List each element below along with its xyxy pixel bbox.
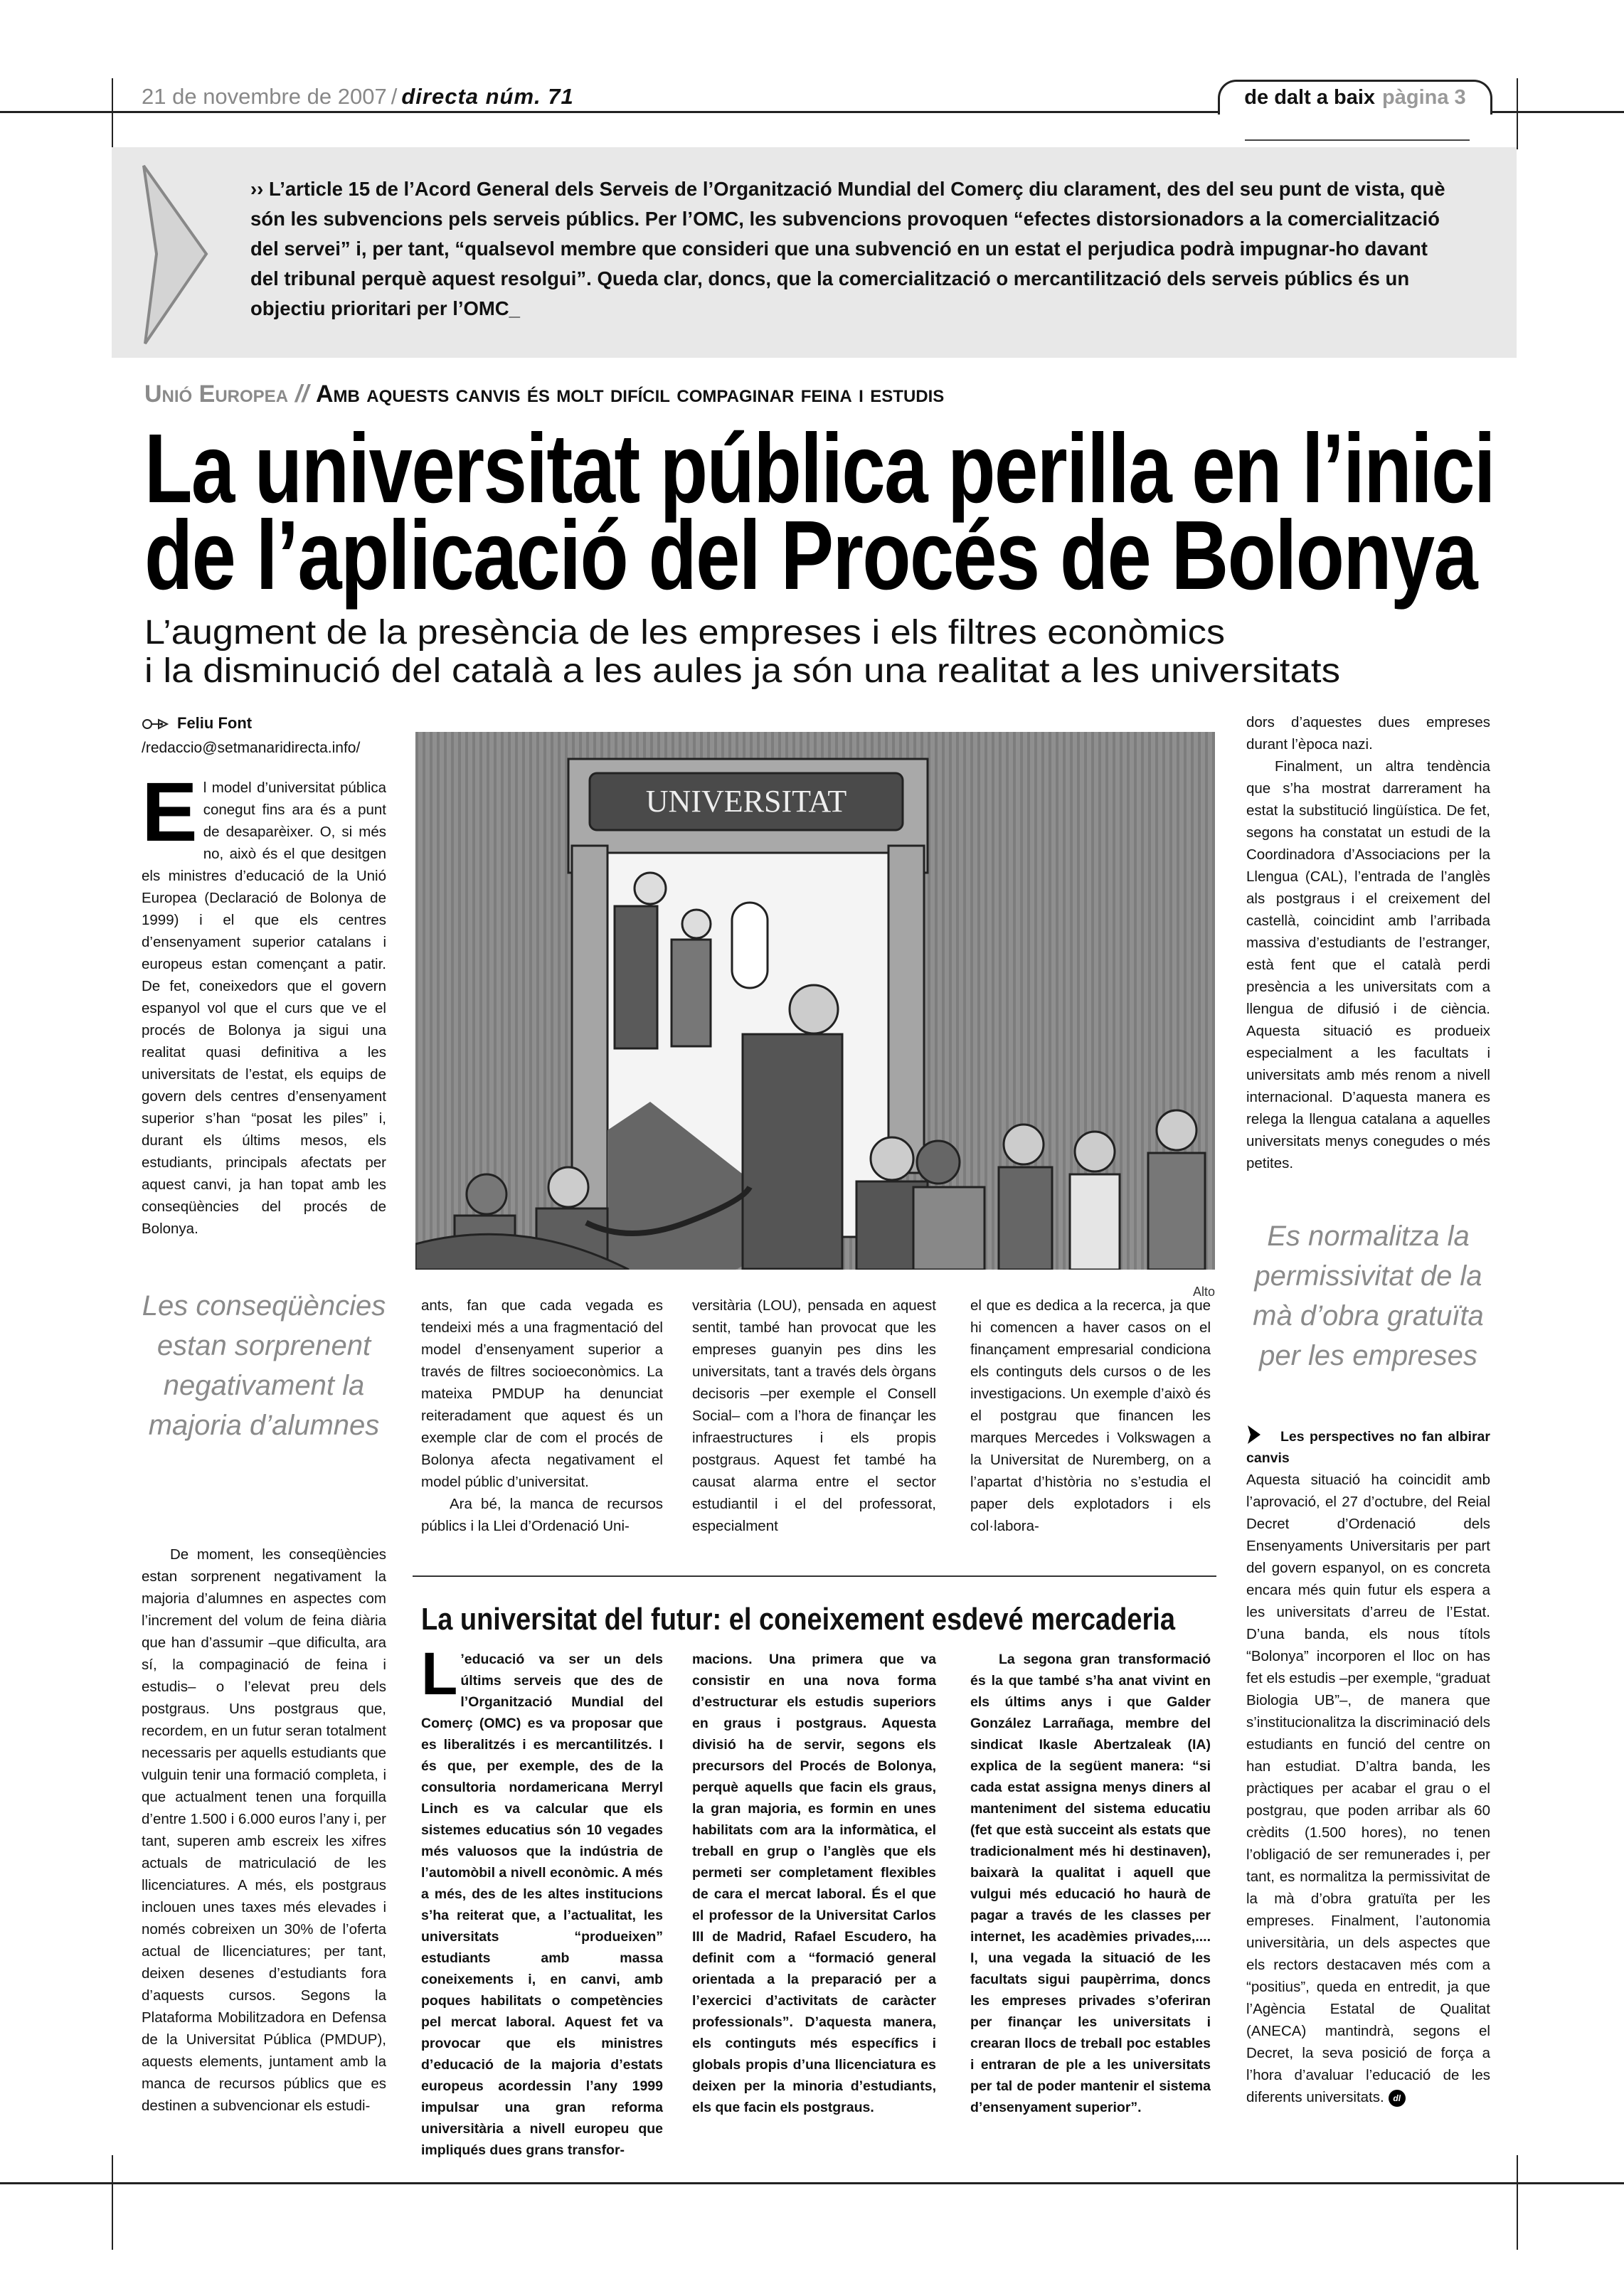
paragraph-resources: Ara bé, la manca de recursos públics i la Llei d’Ordenació Uni- [421, 1496, 663, 1534]
kicker-separator: // [295, 381, 309, 408]
page-header [142, 84, 574, 110]
subhead-text: Les perspectives no fan albirar canvis [1246, 1429, 1490, 1466]
paragraph-language: Finalment, un altra tendència que s’ha mostrat darrerament ha estat la substitució lingüística. De fet, segons ha constatat un estudi de la Coordinadora d’Associacions per la Llengua (CAL), l’entrada de l’anglès als postgraus i el creixement del castellà, coincidint amb l’arribada massiva d’estudiants de l’estranger, està fent que el català perdi presència a les universitats com a llengua de difusió i de ciència. Aquesta situació es produeix especialment a les facultats i universitats amb més renom a nivell internacional. D’aquesta manera es relega la llengua catalana a aquelles universitats menys conegudes o més petites. [1246, 758, 1490, 1171]
paragraph-nazi: dors d’aquestes dues empreses durant l’època nazi. [1246, 714, 1490, 753]
kicker-section: Unió Europea [144, 381, 289, 408]
frame-line-left-top [112, 78, 113, 149]
footer-rule [0, 2182, 1624, 2184]
ticket-window [732, 903, 768, 988]
kicker-text: Amb aquests canvis és molt difícil compaginar feina i estudis [315, 381, 945, 408]
body-column-left-bottom [142, 1543, 386, 2117]
author-name: Feliu Font [177, 714, 253, 732]
paragraph-consequences: De moment, les conseqüències estan sorprenent negativament la majoria d’alumnes en aspectes com l’increment del volum de feina diària que han d’assumir –que dificulta, ara sí, la compaginació de feina i estudis– o l’elevat preu dels postgraus. Uns postgraus que, recordem, en un futur seran totalment necessaris per aquells estudiants que vulguin tenir una formació completa, i que actualment tenen una forquilla d’entre 1.500 i 6.000 euros l’any i, per tant, superen amb escreix les xifres actuals de matriculació de les llicenciatures. A més, els postgraus inclouen unes taxes més elevades i només cobreixen un 30% de l’oferta actual de llicenciatures; per tant, deixen desenes d’estudiants fora d’aquests cursos. Segons la Plataforma Mobilitzadora en Defensa de la Universitat Pública (PMDUP), aquests elements, juntament amb la manca de recursos públics que es destinen a subvencionar els estudi- [142, 1546, 386, 2114]
end-mark-logo: dl [1389, 2090, 1406, 2107]
paragraph-decree [1246, 1469, 1490, 2108]
highlight-quote: ›› L’article 15 de l’Acord General dels Serveis de l’Organització Mundial del Comerç diu clarament, des del seu punt de vista, què són les subvencions pels serveis públics. Per l’OMC, les subvencions provoquen “efectes distorsionadors a la comercialització del servei” i, per tant, “qualsevol membre que consideri que una subvenció en un estat el perjudica podrà impugnar-ho davant del tribunal perquè aquest resolgui”. Queda clar, doncs, que la comercialització o mercantilització dels serveis públics és un objectiu prioritari per l’OMC_ [250, 178, 1445, 319]
author-email[interactable]: /redaccio@setmanaridirecta.info/ [142, 740, 361, 756]
body-column-right-bottom [1246, 1425, 1490, 2108]
sidebar-title: La universitat del futur: el coneixement esdevé mercaderia [421, 1602, 1175, 1637]
header-separator: / [391, 84, 398, 109]
paragraph-fragmentation: ants, fan que cada vegada es tendeixi més a una fragmentació del model d’ensenyament superior a través de filtres socioeconòmics. La mateixa PMDUP ha denunciat reiteradament que aquest és un exemple clar de com el procés de Bolonya afecta negativament el model públic d’universitat. [421, 1297, 663, 1490]
sidebar-rule [413, 1575, 1216, 1577]
section-name: de dalt a baix [1244, 86, 1376, 109]
body-column-right-top [1246, 711, 1490, 1174]
sidebar-paragraph-1: ’educació va ser un dels últims serveis que des de l’Organització Mundial del Comerç (OMC) es va proposar que es liberalitzés i es mercantilitzés. I és que, per exemple, des de la consultoria nordamericana Merryl Linch es va calcular que els sistemes educatius són 10 vegades més valuosos que la indústria de l’automòbil a nivell econòmic. A més a més, des de les altes institucions s’ha reiterat que, a l’actualitat, les universitats “produeixen” estudiants amb massa coneixements i, en canvi, amb poques habilitats o competències pel mercat laboral. Aquest fet va provocar que els ministres d’educació de la majoria d’estats europeus acordessin l’any 1999 impulsar una gran reforma universitària a nivell europeu que impliqués dues grans transfor- [421, 1652, 663, 2158]
sidebar-drop-cap: L [421, 1640, 458, 1707]
sidebar-column-2 [692, 1649, 936, 2118]
triangle-bullet-icon [1246, 1425, 1262, 1444]
frame-line-left-bottom [112, 2155, 113, 2250]
subhead [1246, 1425, 1490, 1469]
right-column-pillar [888, 846, 924, 1173]
paragraph-research: el que es dedica a la recerca, ja que hi comencen a haver casos on el finançament empresarial condiciona els continguts dels cursos o de les investigacions. Un exemple d’això és el postgrau que financen les marques Mercedes i Volkswagen a la Universitat de Nuremberg, on a l’apartat d’història no s’estudia el paper dels explotadors i els col·labora- [970, 1297, 1211, 1534]
issue-number: directa núm. 71 [401, 84, 574, 109]
frame-line-right-bottom [1517, 2155, 1518, 2250]
pull-quote-left: Les conseqüències estan sorprenent negativament la majoria d’alumnes [142, 1290, 386, 1441]
sign-text: UNIVERSITAT [645, 784, 847, 819]
pen-pointer-icon [142, 718, 170, 730]
paragraph-decree-text: Aquesta situació ha coincidit amb l’aprovació, el 27 d’octubre, del Reial Decret d’Ordenació dels Ensenyaments Universitaris per part del govern espanyol, on es concreta encara més quin futur els espera a les universitats d’arreu de l’Estat. D’una banda, els nous títols “Bolonya” incorporen el lloc on has fet els estudis –per exemple, “graduat Biologia UB”–, de manera que s’institucionalitza la discriminació dels estudiants en funció del centre on han estudiat. D’altra banda, les pràctiques per acabar el grau o el postgrau, que poden arribar als 60 crèdits (1.500 hores), no tenen l’obligació de ser remunerades i, per tant, es normalitza la permissivitat de la mà d’obra gratuïta per les empreses. Finalment, l’autonomia universitària, un dels aspectes que els rectors destacaven més com a “positius”, queda en entredit, ja que l’Agència Estatal de Qualitat (ANECA) mantindrà, segons el Decret, la seva posició de força a l’hora d’avaluar l’educació de les diferents universitats. [1246, 1472, 1490, 2105]
drop-cap: E [142, 765, 198, 859]
pull-quote-right: Es normalitza la permissivitat de la mà d’obra gratuïta per les empreses [1253, 1221, 1484, 1371]
subtitle-line-1: L’augment de la presència de les empreses i els filtres econòmics [144, 614, 1225, 652]
illustration-credit: Alto [1192, 1285, 1215, 1299]
headline-line-2-box [144, 501, 1477, 610]
headline-line-2: de l’aplicació del Procés de Bolonya [144, 501, 1477, 610]
subtitle-line-2: i la disminució del català a les aules ja són una realitat a les universitats [144, 652, 1340, 690]
subtitle-line-2-box [144, 652, 1340, 691]
sidebar-title-box [421, 1602, 1175, 1637]
sidebar-paragraph-3: La segona gran transformació és la que també s’ha anat vivint en els últims anys i que Galder González Larrañaga, membre del sindicat Ikasle Abertzaleak (IA) explica de la següent manera: “si cada estat assigna menys diners al manteniment del sistema educatiu (fet que està succeint als estats que tradicionalment més hi destinaven), baixarà la qualitat i aquell que vulgui més educació ho haurà de pagar a través de les classes per internet, les acadèmies privades,.... I, una vegada la situació de les facultats sigui paupèrrima, doncs les empreses privades s’oferiran per finançar les universitats i crearan llocs de treball poc estables i entraran de ple a les universitats per tal de poder mantenir el sistema d’ensenyament superior”. [970, 1652, 1211, 2115]
paragraph-intro: l model d’universitat pública conegut fins ara és a punt de desaparèixer. O, si més no, això és el que desitgen els ministres d’educació de la Unió Europea (Declaració de Bolonya de 1999) i el que els centres d’ensenyament superior catalans i europeus estan començant a patir. De fet, coneixedors que el govern espanyol vol que el curs que ve el procés de Bolonya ja sigui una realitat quasi definitiva a les universitats de l’estat, els equips de govern dels centres d’ensenyament superior s’han “posat les piles” i, durant els últims mesos, els estudiants, principals afectats per aquest canvi, ja han topat amb les conseqüències del procés de Bolonya. [142, 780, 386, 1237]
kicker [144, 381, 1435, 408]
sidebar-paragraph-2: macions. Una primera que va consistir en una nova forma d’estructurar els estudis superiors en graus i postgraus. Aquesta divisió ha de servir, segons els precursors del Procés de Bolonya, perquè aquells que facin els graus, la gran majoria, es formin en unes habilitats com ara la informàtica, el treball en grup o l’anglès que els permeti ser completament flexibles de cara el mercat laboral. És el que el professor de la Universitat Carlos III de Madrid, Rafael Escudero, ha definit com a “formació general orientada a la preparació per a l’exercici d’activitats de caràcter professionals”. D’aquesta manera, els continguts més específics i globals propis d’una llicenciatura es deixen per la minoria d’estudiants, els que facin els postgraus. [692, 1652, 936, 2115]
headline-line-1: La universitat pública perilla en l’inici [144, 414, 1495, 523]
cartoon-illustration [415, 732, 1215, 1270]
chevron-arrow-icon [135, 160, 213, 349]
sidebar-column-1 [421, 1640, 663, 2161]
subtitle-line-1-box [144, 613, 1225, 653]
sidebar-column-3 [970, 1649, 1211, 2118]
frame-line-right-top [1517, 78, 1518, 149]
body-column-left-top [142, 765, 386, 1240]
byline [142, 714, 252, 733]
issue-date: 21 de novembre de 2007 [142, 84, 387, 109]
paragraph-lou: versitària (LOU), pensada en aquest sentit, també han provocat que les empreses guanyin pes dins les universitats, tant a través dels òrgans decisoris –per exemple el Consell Social– com a l’hora de finançar les infraestructures i els propis postgraus. Aquest fet també ha causat alarma entre el sector estudiantil i el del professorat, especialment [692, 1297, 936, 1534]
body-column-mid-1 [421, 1295, 663, 1537]
section-tab [1218, 80, 1492, 115]
body-column-mid-3 [970, 1295, 1211, 1537]
body-column-mid-2 [692, 1295, 936, 1537]
tab-underline [1245, 139, 1470, 141]
page-number: pàgina 3 [1382, 86, 1466, 109]
